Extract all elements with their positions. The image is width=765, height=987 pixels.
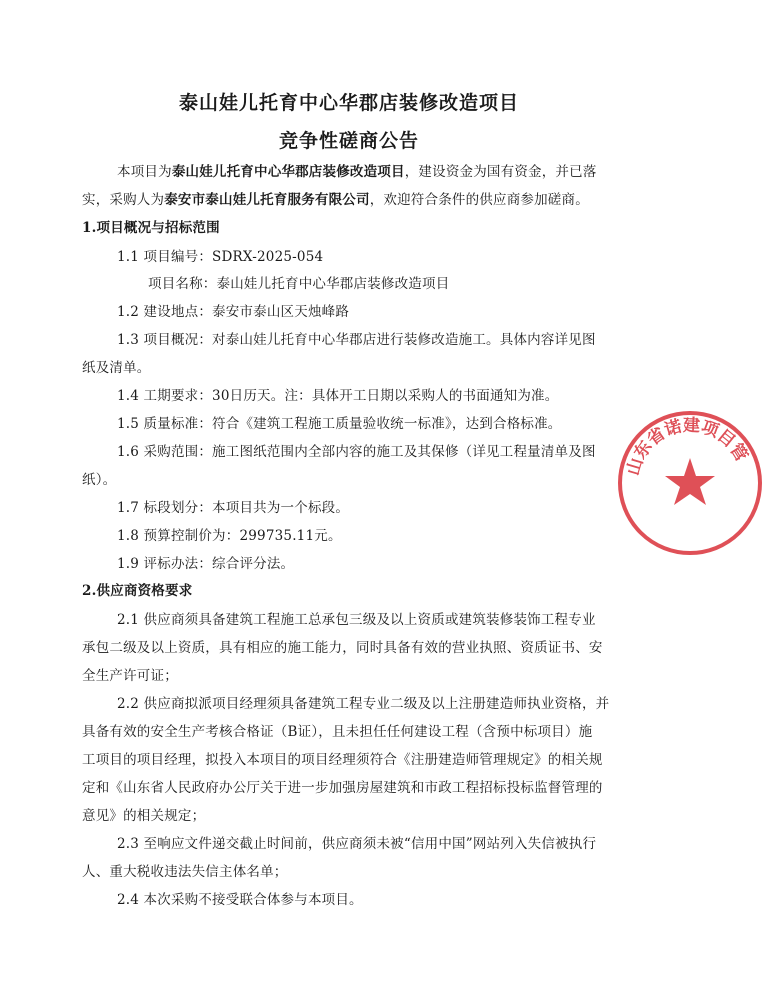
- svg-text:山东省诺建项目管: 山东省诺建项目管: [623, 415, 752, 478]
- req-2-1-line-1: 2.1 供应商须具备建筑工程施工总承包三级及以上资质或建筑装修装饰工程专业: [117, 612, 596, 628]
- section-heading-2: 2.供应商资格要求: [82, 583, 193, 599]
- item-1-1: 1.1 项目编号：SDRX-2025-054: [117, 249, 324, 265]
- intro-line-2: [82, 188, 589, 208]
- item-1-3: 1.3 项目概况：对泰山娃儿托育中心华郡店进行装修改造施工。具体内容详见图: [117, 332, 596, 348]
- req-2-2-line-5: 意见》的相关规定；: [82, 808, 206, 824]
- item-1-4: 1.4 工期要求：30日历天。注：具体开工日期以采购人的书面通知为准。: [117, 388, 559, 404]
- item-1-7: 1.7 标段划分：本项目共为一个标段。: [117, 500, 350, 516]
- intro-text: ，建设资金为国有资金，并已落: [404, 164, 597, 180]
- req-2-3-line-2: 人、重大税收违法失信主体名单；: [82, 864, 288, 880]
- req-2-2-line-3: 工项目的项目经理，拟投入本项目的项目经理须符合《注册建造师管理规定》的相关规: [82, 752, 603, 768]
- req-2-1-line-3: 全生产许可证；: [82, 668, 178, 684]
- req-2-2-line-2: 具备有效的安全生产考核合格证（B证），且未担任任何建设工程（含预中标项目）施: [82, 724, 593, 740]
- document-subtitle: 竞争性磋商公告: [278, 130, 419, 152]
- document-title: 泰山娃儿托育中心华郡店装修改造项目: [178, 92, 519, 114]
- item-1-9: 1.9 评标办法：综合评分法。: [117, 556, 295, 572]
- item-1-2: 1.2 建设地点：泰安市泰山区天烛峰路: [117, 304, 350, 320]
- item-1-6: 1.6 采购范围：施工图纸范围内全部内容的施工及其保修（详见工程量清单及图: [117, 444, 596, 460]
- req-2-2-line-1: 2.2 供应商拟派项目经理须具备建筑工程专业二级及以上注册建造师执业资格，并: [117, 696, 610, 712]
- item-1-5: 1.5 质量标准：符合《建筑工程施工质量验收统一标准》，达到合格标准。: [117, 416, 562, 432]
- item-1-6-cont: 纸）。: [82, 472, 117, 488]
- req-2-3-line-1: 2.3 至响应文件递交截止时间前，供应商须未被“信用中国”网站列入失信被执行: [117, 836, 597, 852]
- intro-text: ，欢迎符合条件的供应商参加磋商。: [369, 192, 589, 208]
- intro-text: 实，采购人为: [82, 192, 165, 208]
- req-2-2-line-4: 定和《山东省人民政府办公厅关于进一步加强房屋建筑和市政工程招标投标监督管理的: [82, 780, 603, 796]
- req-2-1-line-2: 承包二级及以上资质，具有相应的施工能力，同时具备有效的营业执照、资质证书、安: [82, 640, 603, 656]
- item-1-3-cont: 纸及清单。: [82, 360, 151, 376]
- intro-line-1: [117, 160, 597, 180]
- intro-text: 本项目为: [117, 164, 172, 180]
- company-seal-stamp: [615, 408, 765, 558]
- project-name-bold: 泰山娃儿托育中心华郡店装修改造项目: [171, 164, 405, 180]
- purchaser-name-bold: 泰安市泰山娃儿托育服务有限公司: [164, 192, 370, 208]
- item-1-8: 1.8 预算控制价为：299735.11元。: [117, 528, 342, 544]
- req-2-4: 2.4 本次采购不接受联合体参与本项目。: [117, 892, 363, 908]
- section-heading-1: 1.项目概况与招标范围: [82, 220, 220, 236]
- item-project-name: 项目名称：泰山娃儿托育中心华郡店装修改造项目: [148, 276, 450, 292]
